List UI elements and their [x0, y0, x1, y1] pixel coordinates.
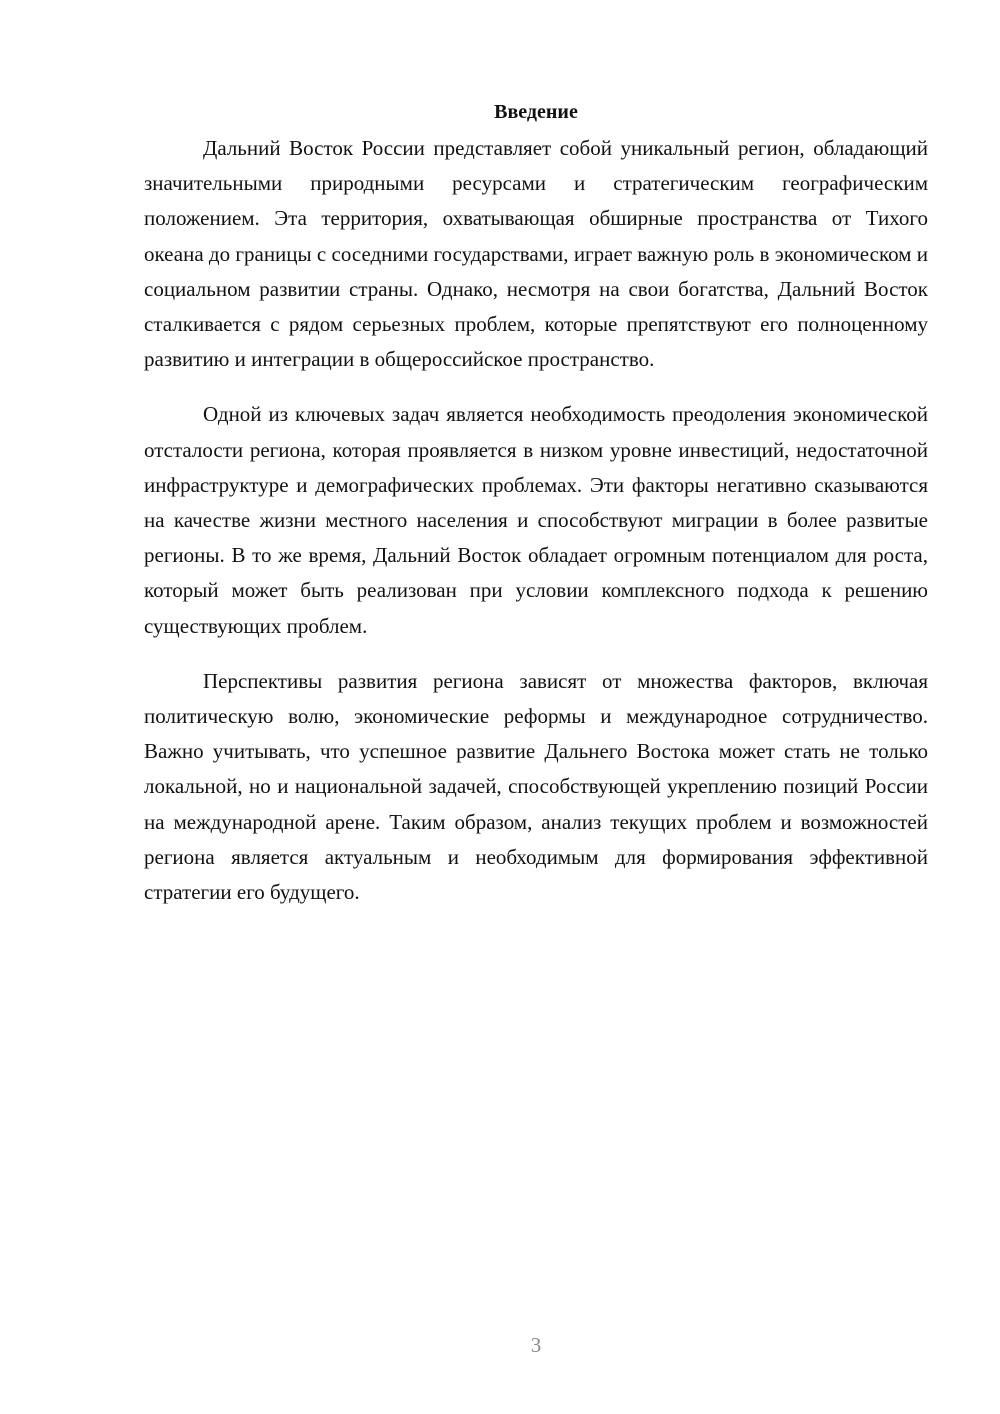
paragraph-1: Дальний Восток России представляет собой уникальный регион, обладающий значительными природными ресурсами и стратегическим географическим положением. Эта территория, охватывающая обширные пространства от Тихого океана до границы с соседними государствами, играет важную роль в экономическом и социальном развитии страны. Однако, несмотря на свои богатства, Дальний Восток сталкивается с рядом серьезных проблем, которые препятствуют его полноценному развитию и интеграции в общероссийское пространство. [144, 136, 928, 372]
paragraph-2: Одной из ключевых задач является необходимость преодоления экономической отсталости региона, которая проявляется в низком уровне инвестиций, недостаточной инфраструктуре и демографических проблемах. Эти факторы негативно сказываются на качестве жизни местного населения и способствуют миграции в более развитые регионы. В то же время, Дальний Восток обладает огромным потенциалом для роста, который может быть реализован при условии комплексного подхода к решению существующих проблем. [144, 402, 928, 638]
page-number: 3 [530, 1333, 542, 1357]
section-title: Введение [494, 101, 578, 123]
page-content [144, 98, 928, 930]
paragraph-3: Перспективы развития региона зависят от множества факторов, включая политическую волю, экономические реформы и международное сотрудничество. Важно учитывать, что успешное развитие Дальнего Востока может стать не только локальной, но и национальной задачей, способствующей укреплению позиций России на международной арене. Таким образом, анализ текущих проблем и возможностей региона является актуальным и необходимым для формирования эффективной стратегии его будущего. [144, 668, 928, 905]
